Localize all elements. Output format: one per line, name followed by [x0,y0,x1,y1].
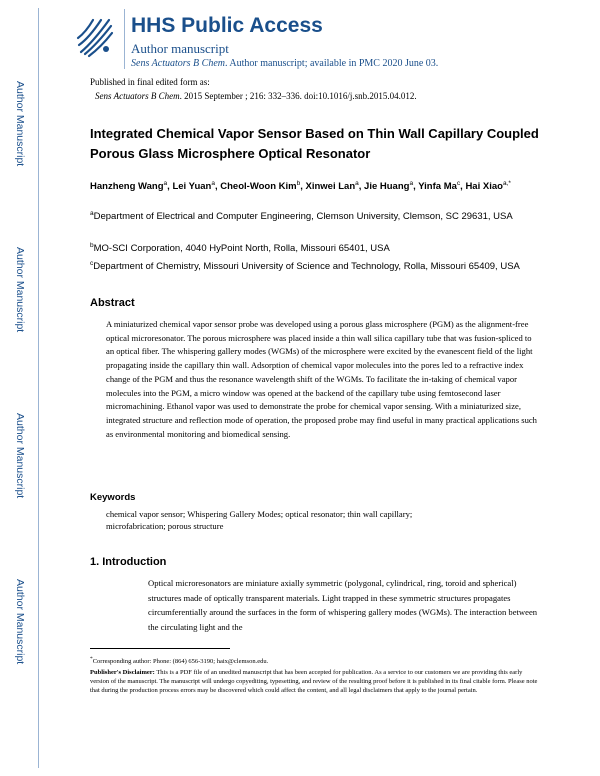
author: Hanzheng Wang$^a$, [90,180,173,193]
article-title: Integrated Chemical Vapor Sensor Based on Thin Wall Capillary Coupled Porous Glass Microsphere Optical Resonator [90,126,539,161]
author: Lei Yuan$^a$, [172,180,221,193]
sidebar [0,0,40,776]
availability-text: . Author manuscript; available in PMC 2020 June 03. [224,58,439,69]
affiliation: $^a$Department of Electrical and Computer Engineering, Clemson University, Clemson, SC 29631, USA [90,210,513,223]
abstract-heading: Abstract [90,297,135,309]
author: Hai Xiao$^{a,*}$ [465,180,511,193]
publication-note: Published in final edited form as: [90,77,210,87]
affiliation: $^c$Department of Chemistry, Missouri University of Science and Technology, Rolla, Missouri 65409, USA [90,260,520,273]
introduction-text: Optical microresonators are miniature axially symmetric (polygonal, cylindrical, ring, toroid and spherical) structures made of optically transparent materials. Light trapped in these symmetric structures propagates circumferentially around the surfaces in the form of whispering gallery modes (WGMs). The interaction between the circulating light and the [148,578,538,632]
citation-text: . 2015 September ; 216: 332–336. doi:10.1016/j.snb.2015.04.012. [179,91,417,101]
author: Jie Huang$^a$, [364,180,419,193]
corresponding-footnote: *Corresponding author: Phone: (864) 656-3190; haix@clemson.edu. [90,656,269,666]
publication-citation [95,90,417,102]
keywords-heading: Keywords [90,492,136,503]
author: Cheol-Woon Kim$^b$, [220,180,306,193]
sidebar-label: Author Manuscript [14,413,26,499]
author: Xinwei Lan$^a$, [305,180,365,193]
sidebar-divider [38,8,39,768]
header-divider [124,9,125,69]
introduction-heading: 1. Introduction [90,556,167,568]
header-journal: Sens Actuators B Chem [131,58,225,69]
header-subtitle: Author manuscript [131,41,229,56]
sidebar-label: Author Manuscript [14,579,26,665]
header-availability [131,58,438,69]
publication-journal: Sens Actuators B Chem [95,91,180,101]
keywords-text: chemical vapor sensor; Whispering Gallery Modes; optical resonator; thin wall capillary; microfabrication; porous structure [106,509,413,531]
affiliation: $^b$MO-SCI Corporation, 4040 HyPoint North, Rolla, Missouri 65401, USA [90,242,390,255]
hhs-eagle-logo-icon [75,12,115,60]
publisher-disclaimer: Publisher's Disclaimer: This is a PDF file of an unedited manuscript that has been accepted for publication. As a service to our customers we are providing this early version of the manuscript. The manuscript will undergo copyediting, typesetting, and review of the resulting proof before it is published in its final citable form. Please note that during the production process errors may be discovered which could affect the content, and all legal disclaimers that apply to the journal pertain. [90,669,538,694]
header-title: HHS Public Access [131,14,323,37]
abstract-text: A miniaturized chemical vapor sensor probe was developed using a porous glass microsphere (PGM) as the alignment-free optical microresonator. The porous microsphere was placed inside a thin wall silica capillary tube that was fusion-spliced to an optical fiber. The whispering gallery modes (WGMs) of the microsphere were excited by the evanescent field of the light propagating inside the capillary thin wall. Adsorption of chemical vapor molecules into the pores led to a refractive index change of the PGM and thus the resonance wavelength shift of the WGMs. To facilitate the in-taking of chemical vapor molecules into the PGM, a micro window was opened at the backend of the capillary tube using femtosecond laser micromachining. Ethanol vapor was used to demonstrate the probe for chemical vapor sensing. With a miniaturized size, integrated structure and reflection mode of operation, the proposed probe may find useful in many practical applications such as environmental monitoring and biomedical sensing. [106,319,537,439]
sidebar-label: Author Manuscript [14,247,26,333]
author-list [90,176,530,194]
author: Yinfa Ma$^c$, [418,180,466,193]
sidebar-label: Author Manuscript [14,81,26,167]
footnote-divider [90,648,230,649]
